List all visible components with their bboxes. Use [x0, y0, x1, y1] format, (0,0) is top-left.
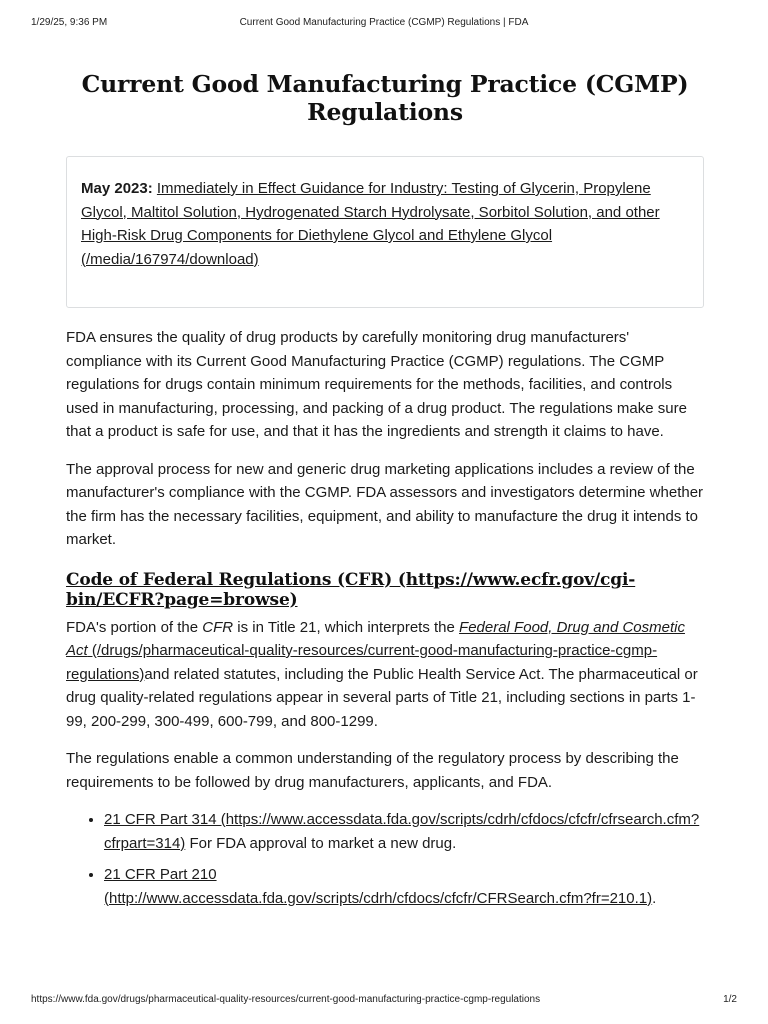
cfr-parts-list	[66, 808, 704, 910]
cfr-part-314-link[interactable]: 21 CFR Part 314 (https://www.accessdata.fda.gov/scripts/cdrh/cfdocs/cfcfr/cfrsearch.cfm?cfrpart=314)	[104, 811, 700, 852]
print-header	[31, 17, 737, 31]
cfr-paragraph	[66, 616, 704, 734]
cfr-part-210-link[interactable]: 21 CFR Part 210 (http://www.accessdata.fda.gov/scripts/cdrh/cfdocs/cfcfr/CFRSearch.cfm?fr=210.1)	[104, 866, 653, 907]
page-title: Current Good Manufacturing Practice (CGMP) Regulations	[81, 70, 689, 126]
cfr-text-2: is in Title 21, which interprets the	[233, 618, 460, 636]
print-page-title: Current Good Manufacturing Practice (CGMP) Regulations | FDA	[239, 17, 529, 28]
fdc-act-url: (/drugs/pharmaceutical-quality-resources/current-good-manufacturing-practice-cgmp-regulations)	[66, 642, 658, 683]
cfr-part-314-desc: For FDA approval to market a new drug.	[189, 834, 457, 852]
alert-box	[66, 156, 704, 308]
regulations-paragraph: The regulations enable a common understanding of the regulatory process by describing the requirements to be followed by drug manufacturers, applicants, and FDA.	[66, 750, 679, 791]
print-footer	[31, 994, 737, 1008]
list-item	[104, 863, 704, 910]
guidance-link[interactable]: Immediately in Effect Guidance for Industry: Testing of Glycerin, Propylene Glycol, Maltitol Solution, Hydrogenated Starch Hydrolysate, Sorbitol Solution, and other High-Risk Drug Components for Diethylene Glycol and Ethylene Glycol (/media/167974/download)	[81, 180, 660, 268]
list-item	[104, 808, 704, 855]
cfr-text-1: FDA's portion of the	[66, 618, 203, 636]
print-url: https://www.fda.gov/drugs/pharmaceutical-quality-resources/current-good-manufacturing-practice-cgmp-regulations	[31, 994, 541, 1005]
alert-date-label: May 2023:	[81, 180, 153, 197]
approval-paragraph: The approval process for new and generic drug marketing applications includes a review of the manufacturer's compliance with the CGMP. FDA assessors and investigators determine whether the firm has the necessary facilities, equipment, and ability to manufacture the drug it intends to market.	[66, 460, 704, 548]
page-number: 1/2	[723, 994, 737, 1005]
intro-paragraph: FDA ensures the quality of drug products by carefully monitoring drug manufacturers' compliance with its Current Good Manufacturing Practice (CGMP) regulations. The CGMP regulations for drugs contain minimum requirements for the methods, facilities, and controls used in manufacturing, processing, and packing of a drug product. The regulations make sure that a product is safe for use, and that it has the ingredients and strength it claims to have.	[66, 329, 687, 440]
cfr-text-3: and related statutes, including the Public Health Service Act. The pharmaceutical or drug quality-related regulations appear in several parts of Title 21, including sections in parts 1-99, 200-299, 300-499, 600-799, and 800-1299.	[66, 665, 698, 730]
print-date: 1/29/25, 9:36 PM	[31, 17, 108, 28]
cfr-heading-link[interactable]: Code of Federal Regulations (CFR) (https://www.ecfr.gov/cgi-bin/ECFR?page=browse)	[66, 569, 636, 610]
cfr-italic: CFR	[202, 618, 234, 636]
cfr-part-210-desc: .	[652, 889, 657, 907]
fdc-act-title: Federal Food, Drug and Cosmetic Act	[66, 618, 685, 659]
main-content	[66, 70, 704, 918]
